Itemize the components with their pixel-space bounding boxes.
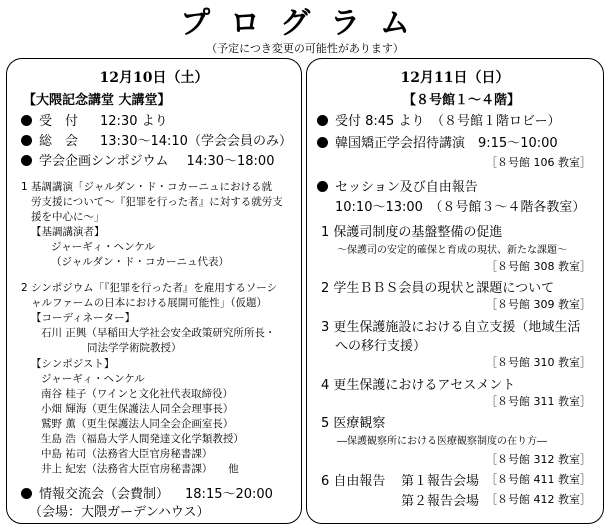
day2-invited-lecture: 韓国矯正学会招待講演 9:15～10:00 xyxy=(317,132,558,151)
symposium-title-1: 2 シンポジウム「『犯罪を行った者』を雇用するソーシ xyxy=(21,282,277,294)
session-room: ［８号館 311 教室］ xyxy=(486,395,591,408)
day1-item-symposium: 学会企画シンポジウム 14:30～18:00 xyxy=(21,150,274,169)
bullet-icon xyxy=(21,488,32,499)
free-report-venue-1: 第１報告会場 xyxy=(401,474,480,489)
day1-networking: 情報交流会（会費制） 18:15～20:00 xyxy=(21,483,273,502)
free-report-venue-2: 第２報告会場 xyxy=(401,494,480,509)
coordinator-line-2: 同法学学術院教授） xyxy=(87,342,182,354)
free-report-room-2: ［８号館 412 教室］ xyxy=(486,493,591,506)
invited-lecture-room: ［８号館 106 教室］ xyxy=(486,156,591,169)
day1-item-meeting: 総 会 13:30～14:10（学会会員のみ） xyxy=(21,130,292,149)
panelist: 南谷 桂子（ワインと文化社代表取締役） xyxy=(41,388,234,400)
session-title: 4 更生保護におけるアセスメント xyxy=(321,378,516,393)
session-room: ［８号館 309 教室］ xyxy=(486,298,591,311)
panelist: 井上 紀宏（法務省大臣官房秘書課） 他 xyxy=(41,463,239,475)
free-report-room-1: ［８号館 411 教室］ xyxy=(486,473,591,486)
session-title: 2 学生ＢＢＳ会員の現状と課題について xyxy=(321,281,555,296)
bullet-icon xyxy=(21,115,32,126)
panelist: ジャーギィ・ヘンケル xyxy=(41,373,145,385)
day2-date: 12月11日（日） xyxy=(400,70,510,86)
session-subtitle: ～保護司の安定的確保と育成の現状、新たな課題～ xyxy=(337,245,567,256)
day1-panel xyxy=(6,58,302,524)
bullet-icon xyxy=(317,137,328,148)
page-title: プログラム xyxy=(180,6,430,41)
session-title-cont: への移行支援） xyxy=(335,339,427,354)
day1-date: 12月10日（土） xyxy=(99,70,209,86)
keynote-role: 【基調講演者】 xyxy=(31,226,105,238)
day1-networking-venue: （会場：大隈ガーデンハウス） xyxy=(29,505,210,520)
coordinator-role: 【コーディネーター】 xyxy=(31,312,136,324)
day2-session-time: 10:10～13:00 （８号館３～４階各教室） xyxy=(335,200,586,215)
symposium-title-2: ャルファームの日本における展開可能性」（仮題） xyxy=(31,297,268,309)
day2-reception: 受付 8:45 より （８号館１階ロビー） xyxy=(317,110,560,129)
session-room: ［８号館 312 教室］ xyxy=(486,453,591,466)
panelist: 中島 祐司（法務省大臣官房秘書課） xyxy=(41,448,213,460)
keynote-title-1: 1 基調講演「ジャルダン・ド・コカーニュにおける就 xyxy=(21,181,272,193)
day2-sessions: セッション及び自由報告 xyxy=(317,176,478,195)
day1-venue: 【大隈記念講堂 大講堂】 xyxy=(23,93,171,108)
bullet-icon xyxy=(317,181,328,192)
keynote-speaker: ジャーギィ・ヘンケル xyxy=(51,241,155,253)
bullet-icon xyxy=(21,135,32,146)
day2-panel xyxy=(306,58,604,524)
keynote-title-2: 労支援について～『犯罪を行った者』に対する就労支 xyxy=(31,196,283,208)
bullet-icon xyxy=(317,115,328,126)
session-subtitle: ―保護観察所における医療観察制度の在り方― xyxy=(337,436,547,447)
panelist: 小畑 輝海（更生保護法人同全会理事長） xyxy=(41,403,234,415)
panelist-role: 【シンポジスト】 xyxy=(31,358,115,370)
session-title: 1 保護司制度の基盤整備の促進 xyxy=(321,225,503,240)
bullet-icon xyxy=(21,155,32,166)
page-subtitle: （予定につき変更の可能性があります） xyxy=(206,42,404,55)
free-report-title: 6 自由報告 xyxy=(321,474,386,489)
day2-venue: 【８号館１～４階】 xyxy=(403,93,521,108)
session-title: 3 更生保護施設における自立支援（地域生活 xyxy=(321,320,581,335)
session-title: 5 医療観察 xyxy=(321,416,386,431)
session-room: ［８号館 310 教室］ xyxy=(486,356,591,369)
day1-item-reception: 受 付 12:30 より xyxy=(21,110,168,129)
coordinator-line-1: 石川 正興（早稲田大学社会安全政策研究所所長・ xyxy=(41,327,276,339)
keynote-speaker-aff: （ジャルダン・ド・コカーニュ代表） xyxy=(51,256,229,268)
panelist: 鷲野 薫（更生保護法人同全会企画室長） xyxy=(41,418,234,430)
keynote-title-3: 援を中心に～」 xyxy=(31,211,105,223)
session-room: ［８号館 308 教室］ xyxy=(486,260,591,273)
panelist: 生島 浩（福島大学人間発達文化学類教授） xyxy=(41,433,244,445)
